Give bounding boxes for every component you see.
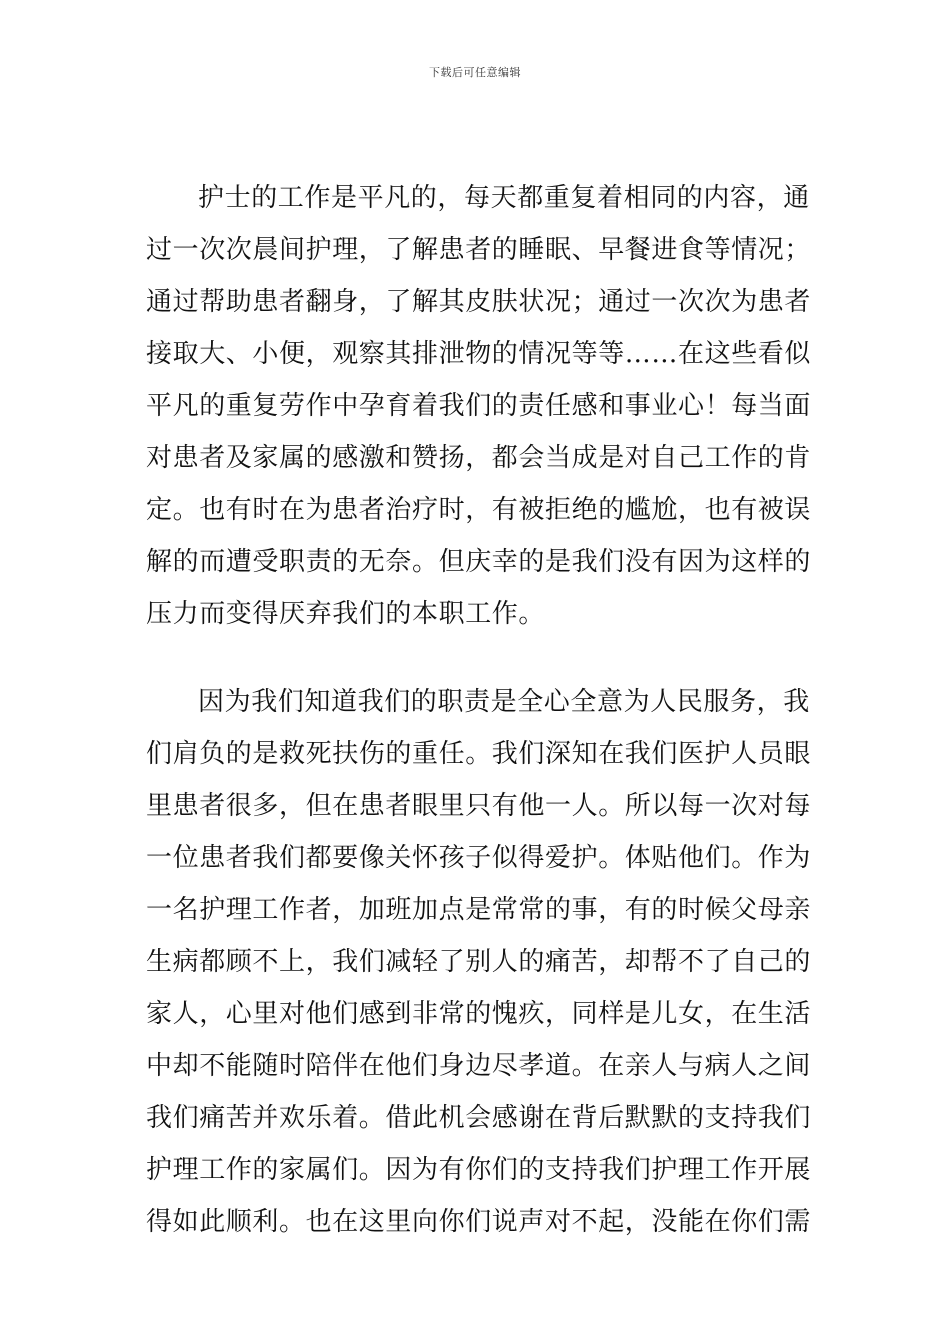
paragraph-line: 护士的工作是平凡的，每天都重复着相同的内容，通	[198, 183, 810, 213]
paragraph-line: 里患者很多，但在患者眼里只有他一人。所以每一次对每	[146, 791, 812, 821]
paragraph-line: 对患者及家属的感激和赞扬，都会当成是对自己工作的肯	[146, 443, 812, 473]
paragraph-line: 中却不能随时陪伴在他们身边尽孝道。在亲人与病人之间	[146, 1051, 812, 1081]
paragraph-line: 通过帮助患者翻身，了解其皮肤状况；通过一次次为患者	[146, 287, 812, 317]
paragraph-line: 生病都顾不上，我们减轻了别人的痛苦，却帮不了自己的	[146, 947, 812, 977]
paragraph-line: 接取大、小便，观察其排泄物的情况等等……在这些看似	[146, 339, 812, 369]
paragraph-line: 平凡的重复劳作中孕育着我们的责任感和事业心！每当面	[146, 391, 812, 421]
paragraph-line: 解的而遭受职责的无奈。但庆幸的是我们没有因为这样的	[146, 547, 812, 577]
paragraph-line: 我们痛苦并欢乐着。借此机会感谢在背后默默的支持我们	[146, 1103, 812, 1133]
paragraph-line: 得如此顺利。也在这里向你们说声对不起，没能在你们需	[146, 1207, 812, 1237]
paragraph-line: 压力而变得厌弃我们的本职工作。	[146, 599, 546, 629]
paragraph-line: 因为我们知道我们的职责是全心全意为人民服务，我	[198, 687, 810, 717]
paragraph-line: 过一次次晨间护理，了解患者的睡眠、早餐进食等情况；	[146, 235, 812, 265]
paragraph-line: 家人，心里对他们感到非常的愧疚，同样是儿女，在生活	[146, 999, 812, 1029]
paragraph-line: 们肩负的是救死扶伤的重任。我们深知在我们医护人员眼	[146, 739, 812, 769]
page-header-note: 下载后可任意编辑	[429, 66, 521, 79]
paragraph-line: 定。也有时在为患者治疗时，有被拒绝的尴尬，也有被误	[146, 495, 812, 525]
paragraph-line: 护理工作的家属们。因为有你们的支持我们护理工作开展	[146, 1155, 812, 1185]
paragraph-line: 一位患者我们都要像关怀孩子似得爱护。体贴他们。作为	[146, 843, 812, 873]
paragraph-line: 一名护理工作者，加班加点是常常的事，有的时候父母亲	[146, 895, 812, 925]
